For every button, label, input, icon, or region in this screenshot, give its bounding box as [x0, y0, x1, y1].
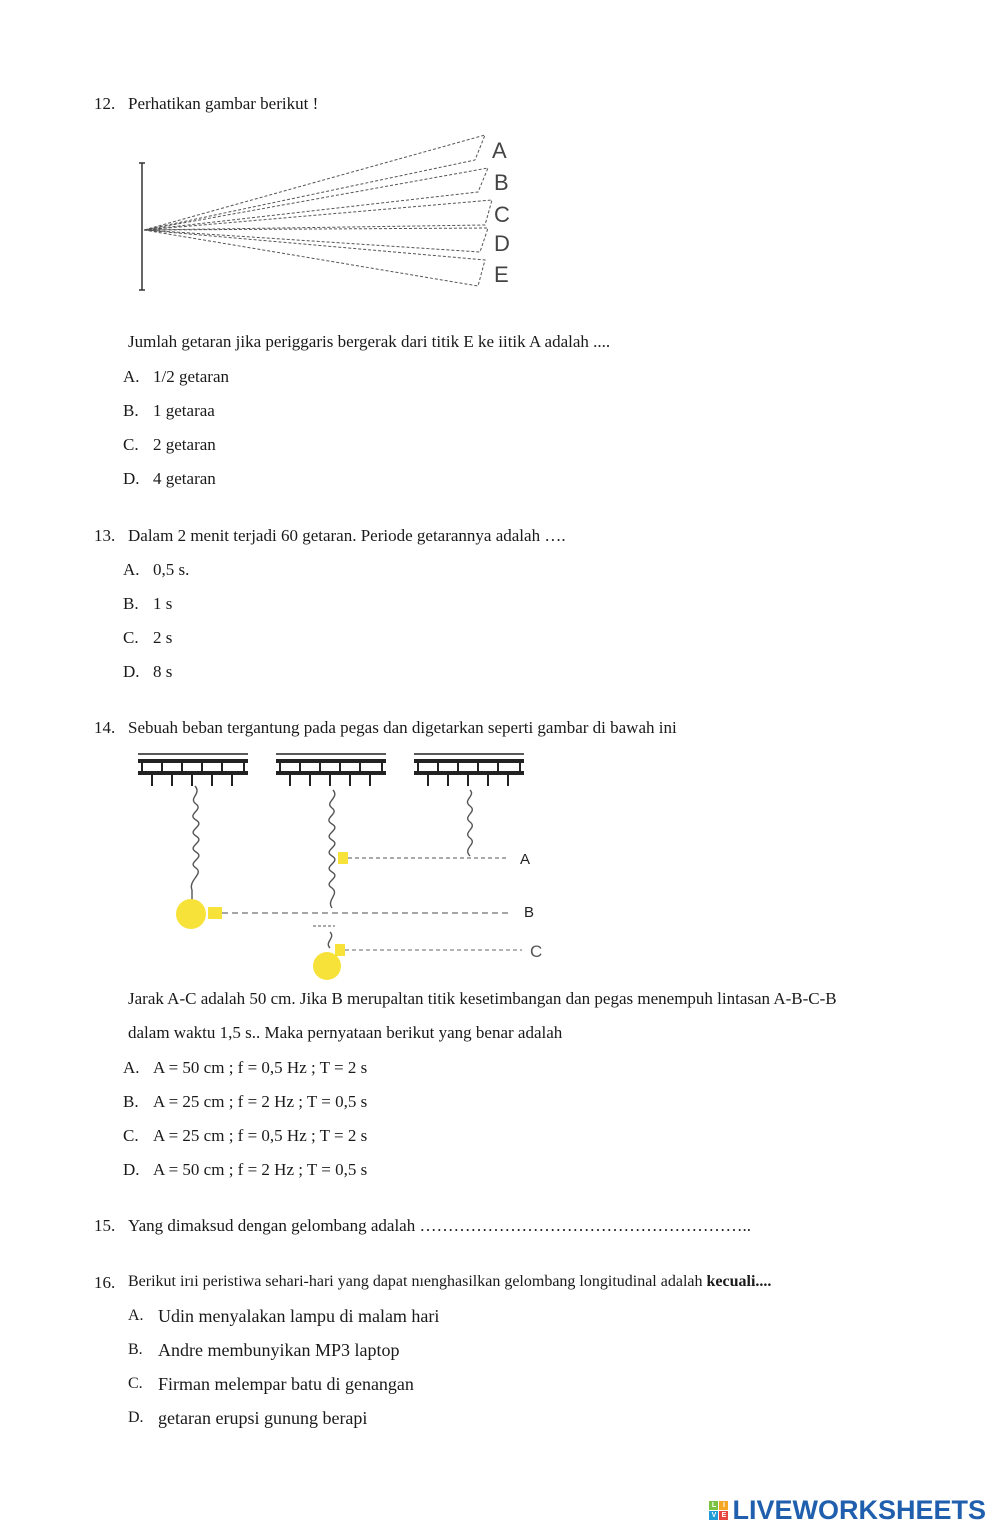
q13-number: 13.: [94, 526, 116, 545]
q16-option-b-letter: B.: [128, 1341, 143, 1358]
q16-question: [128, 1273, 771, 1291]
q16-option-d[interactable]: getaran erupsi gunung berapi: [158, 1408, 368, 1428]
q14-option-a[interactable]: A = 50 cm ; f = 0,5 Hz ; T = 2 s: [153, 1058, 368, 1077]
q14-option-a-letter: A.: [123, 1058, 140, 1077]
q12-title: Perhatikan gambar berikut !: [128, 94, 319, 113]
spring-3: [467, 790, 472, 856]
q16-option-d-letter: D.: [128, 1409, 144, 1426]
q15-question[interactable]: Yang dimaksud dengan gelombang adalah …………………………………………………..: [128, 1216, 751, 1235]
ball-2: [313, 952, 341, 980]
ruler-position-e: [144, 230, 485, 286]
q16-option-c[interactable]: Firman melempar batu di genangan: [158, 1374, 414, 1394]
q14-option-d[interactable]: A = 50 cm ; f = 2 Hz ; T = 0,5 s: [153, 1160, 368, 1179]
q16-option-a-letter: A.: [128, 1307, 144, 1324]
ceiling-2: [276, 754, 386, 786]
ruler-position-c: [144, 200, 492, 230]
q13-option-a-letter: A.: [123, 560, 140, 579]
q12-option-b[interactable]: 1 getaraa: [153, 401, 215, 420]
spring-1: [191, 786, 199, 900]
q12-option-d[interactable]: 4 getaran: [153, 469, 216, 488]
pointer-1: [208, 907, 222, 919]
figure-label-c: C: [494, 202, 510, 227]
q16-question-bold: kecuali....: [706, 1273, 772, 1290]
pointer-2: [338, 852, 348, 864]
figure-label-d: D: [494, 231, 510, 256]
logo-mark-icon: L I V E: [709, 1501, 728, 1520]
q12-option-b-letter: B.: [123, 401, 139, 420]
q12-option-c[interactable]: 2 getaran: [153, 435, 216, 454]
pointer-3: [335, 944, 345, 956]
q16-option-c-letter: C.: [128, 1375, 143, 1392]
ruler-vibration-figure: [130, 130, 530, 300]
q16-option-a[interactable]: Udin menyalakan lampu di malam hari: [158, 1306, 440, 1326]
logo-text: LIVEWORKSHEETS: [732, 1494, 986, 1525]
q13-option-b-letter: B.: [123, 594, 139, 613]
q12-number: 12.: [94, 94, 116, 113]
q13-option-c-letter: C.: [123, 628, 139, 647]
q14-text-line2: dalam waktu 1,5 s.. Maka pernyataan berikut yang benar adalah: [128, 1023, 563, 1042]
q13-option-d[interactable]: 8 s: [153, 662, 173, 681]
ruler-position-b: [144, 168, 488, 230]
figure-label-a: A: [520, 851, 531, 868]
q14-option-b[interactable]: A = 25 cm ; f = 2 Hz ; T = 0,5 s: [153, 1092, 368, 1111]
q12-option-c-letter: C.: [123, 435, 139, 454]
q13-option-c[interactable]: 2 s: [153, 628, 173, 647]
figure-label-b: B: [524, 904, 535, 921]
q14-question: Sebuah beban tergantung pada pegas dan digetarkan seperti gambar di bawah ini: [128, 718, 677, 737]
q16-question-text: Berikut irıi peristiwa sehari-hari yang dapat nıenghasilkan gelombang longitudinal adalah: [128, 1273, 703, 1290]
q12-option-d-letter: D.: [123, 469, 140, 488]
q13-option-b[interactable]: 1 s: [153, 594, 173, 613]
q13-option-a[interactable]: 0,5 s.: [153, 560, 190, 579]
ruler-position-d: [144, 228, 488, 252]
figure-label-c: C: [530, 942, 543, 961]
q14-option-c-letter: C.: [123, 1126, 139, 1145]
q14-option-c[interactable]: A = 25 cm ; f = 0,5 Hz ; T = 2 s: [153, 1126, 368, 1145]
q14-option-d-letter: D.: [123, 1160, 140, 1179]
liveworksheets-logo: [709, 1493, 986, 1527]
figure-label-a: A: [492, 138, 507, 163]
figure-label-b: B: [494, 170, 509, 195]
ceiling-3: [414, 754, 524, 786]
spring-2: [329, 790, 335, 908]
spring-mass-figure: [130, 750, 560, 985]
q12-option-a-letter: A.: [123, 367, 140, 386]
ceiling-1: [138, 754, 248, 786]
q16-number: 16.: [94, 1273, 116, 1292]
ball-1: [176, 899, 206, 929]
q14-text-line1: Jarak A-C adalah 50 cm. Jika B merupaltan titik kesetimbangan dan pegas menempuh lintasan A-B-C-B: [128, 989, 837, 1008]
q14-option-b-letter: B.: [123, 1092, 139, 1111]
q13-question: Dalam 2 menit terjadi 60 getaran. Periode getarannya adalah ….: [128, 526, 566, 545]
q12-question: Jumlah getaran jika periggaris bergerak dari titik E ke iitik A adalah ....: [128, 332, 611, 351]
q14-number: 14.: [94, 718, 116, 737]
figure-label-e: E: [494, 262, 509, 287]
q12-option-a[interactable]: 1/2 getaran: [153, 367, 229, 386]
q13-option-d-letter: D.: [123, 662, 140, 681]
q16-option-b[interactable]: Andre membunyikan MP3 laptop: [158, 1340, 400, 1360]
q15-number: 15.: [94, 1216, 116, 1235]
